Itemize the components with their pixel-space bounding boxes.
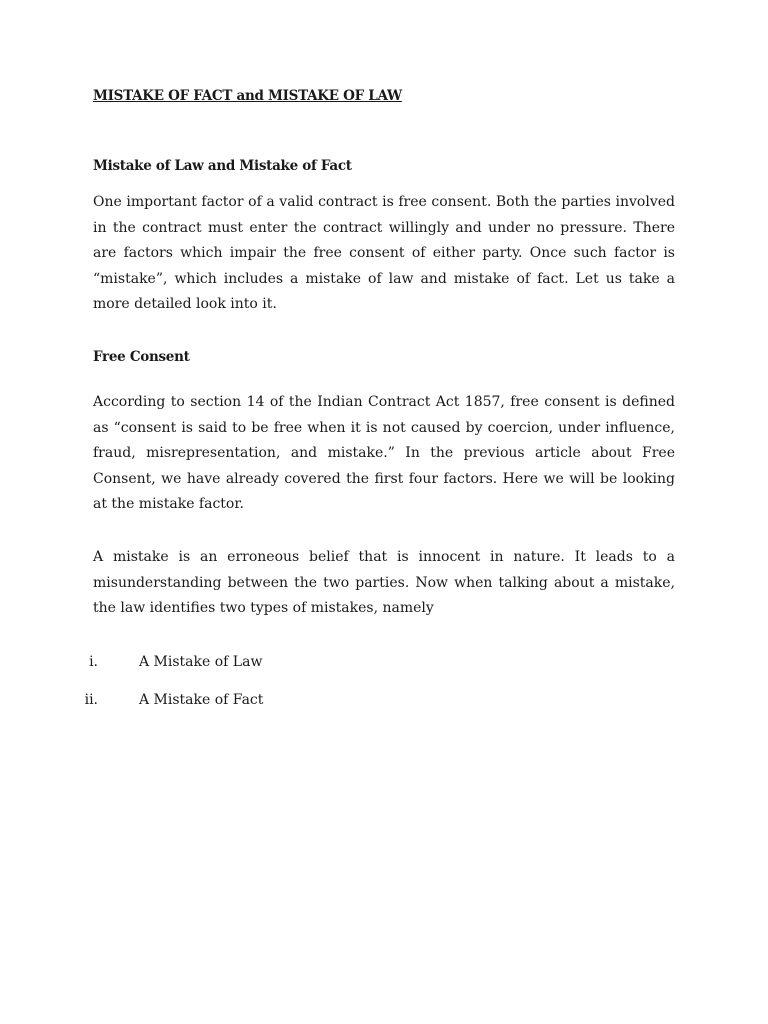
paragraph-mistake-definition: A mistake is an erroneous belief that is innocent in nature. It leads to a misunderstanding between the two parties. Now when talking about a mistake, the law identifies two types of mistakes, namely bbox=[93, 549, 675, 616]
list-item bbox=[0, 650, 768, 688]
list-item bbox=[0, 688, 768, 726]
list-marker: ii. bbox=[84, 692, 98, 708]
section-heading-free-consent: Free Consent bbox=[93, 349, 190, 365]
paragraph-free-consent-intro: One important factor of a valid contract is free consent. Both the parties involved in the contract must enter the contract willingly and under no pressure. There are factors which impair the free consent of either party. Once such factor is “mistake”, which includes a mistake of law and mistake of fact. Let us take a more detailed look into it. bbox=[93, 194, 675, 312]
section-heading-mistake-of-law-and-fact: Mistake of Law and Mistake of Fact bbox=[93, 158, 352, 174]
paragraph-section-14-definition: According to section 14 of the Indian Contract Act 1857, free consent is defined as “consent is said to be free when it is not caused by coercion, under influence, fraud, misrepresentation, and mistake.” In the previous article about Free Consent, we have already covered the first four factors. Here we will be looking at the mistake factor. bbox=[93, 394, 675, 512]
mistake-types-list bbox=[0, 650, 768, 726]
list-marker: i. bbox=[89, 654, 98, 670]
document-title: MISTAKE OF FACT and MISTAKE OF LAW bbox=[93, 88, 402, 104]
list-item-text: A Mistake of Fact bbox=[139, 692, 264, 708]
list-item-text: A Mistake of Law bbox=[139, 654, 263, 670]
